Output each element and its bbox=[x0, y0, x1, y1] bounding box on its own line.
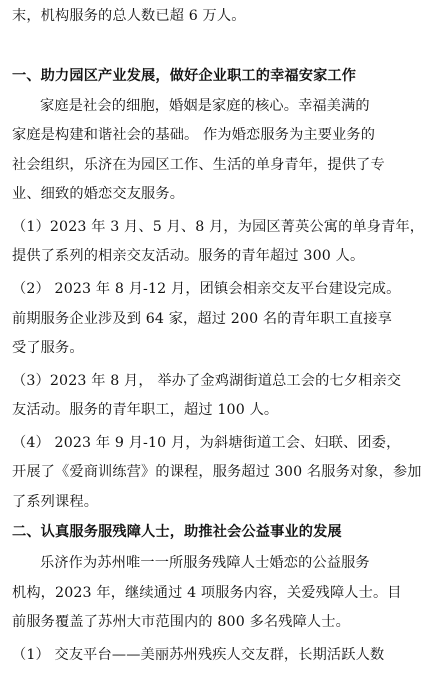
list-item-line: （3）2023 年 8 月， 举办了金鸡湖街道总工会的七夕相亲交 bbox=[12, 373, 402, 389]
paragraph-line: 家庭是社会的细胞，婚姻是家庭的核心。幸福美满的 bbox=[40, 98, 370, 114]
paragraph-line: 社会组织，乐济在为园区工作、生活的单身青年，提供了专 bbox=[12, 157, 385, 173]
paragraph-line: 乐济作为苏州唯一一所服务残障人士婚恋的公益服务 bbox=[40, 555, 370, 571]
paragraph-line: 末，机构服务的总人数已超 6 万人。 bbox=[12, 8, 246, 24]
section-heading-1: 一、助力园区产业发展，做好企业职工的幸福安家工作 bbox=[12, 68, 357, 84]
list-item-line: 开展了《爱商训练营》的课程，服务超过 300 名服务对象，参加 bbox=[12, 464, 422, 480]
list-item-line: 受了服务。 bbox=[12, 340, 84, 356]
section-heading-2: 二、认真服务服残障人士，助推社会公益事业的发展 bbox=[12, 524, 342, 540]
list-item-line: （2） 2023 年 8 月-12 月，团镇会相亲交友平台建设完成。 bbox=[12, 281, 401, 297]
list-item-line: （4） 2023 年 9 月-10 月，为斜塘街道工会、妇联、团委， bbox=[12, 435, 401, 451]
paragraph-line: 业、细致的婚恋交友服务。 bbox=[12, 186, 185, 202]
list-item-line: 前期服务企业涉及到 64 家，超过 200 名的青年职工直接享 bbox=[12, 311, 392, 327]
list-item-line: 友活动。服务的青年职工，超过 100 人。 bbox=[12, 402, 279, 418]
paragraph-line: 家庭是构建和谐社会的基础。 作为婚恋服务为主要业务的 bbox=[12, 127, 376, 143]
list-item-line: 了系列课程。 bbox=[12, 494, 99, 510]
paragraph-line: 前服务覆盖了苏州大市范围内的 800 多名残障人士。 bbox=[12, 614, 350, 630]
list-item-line: 提供了系列的相亲交友活动。服务的青年超过 300 人。 bbox=[12, 248, 365, 264]
list-item-line: （1） 交友平台——美丽苏州残疾人交友群，长期活跃人数 bbox=[12, 647, 385, 663]
list-item-line: （1）2023 年 3 月、5 月、8 月，为园区菁英公寓的单身青年， bbox=[12, 219, 425, 235]
paragraph-line: 机构，2023 年，继续通过 4 项服务内容，关爱残障人士。目 bbox=[12, 585, 402, 601]
